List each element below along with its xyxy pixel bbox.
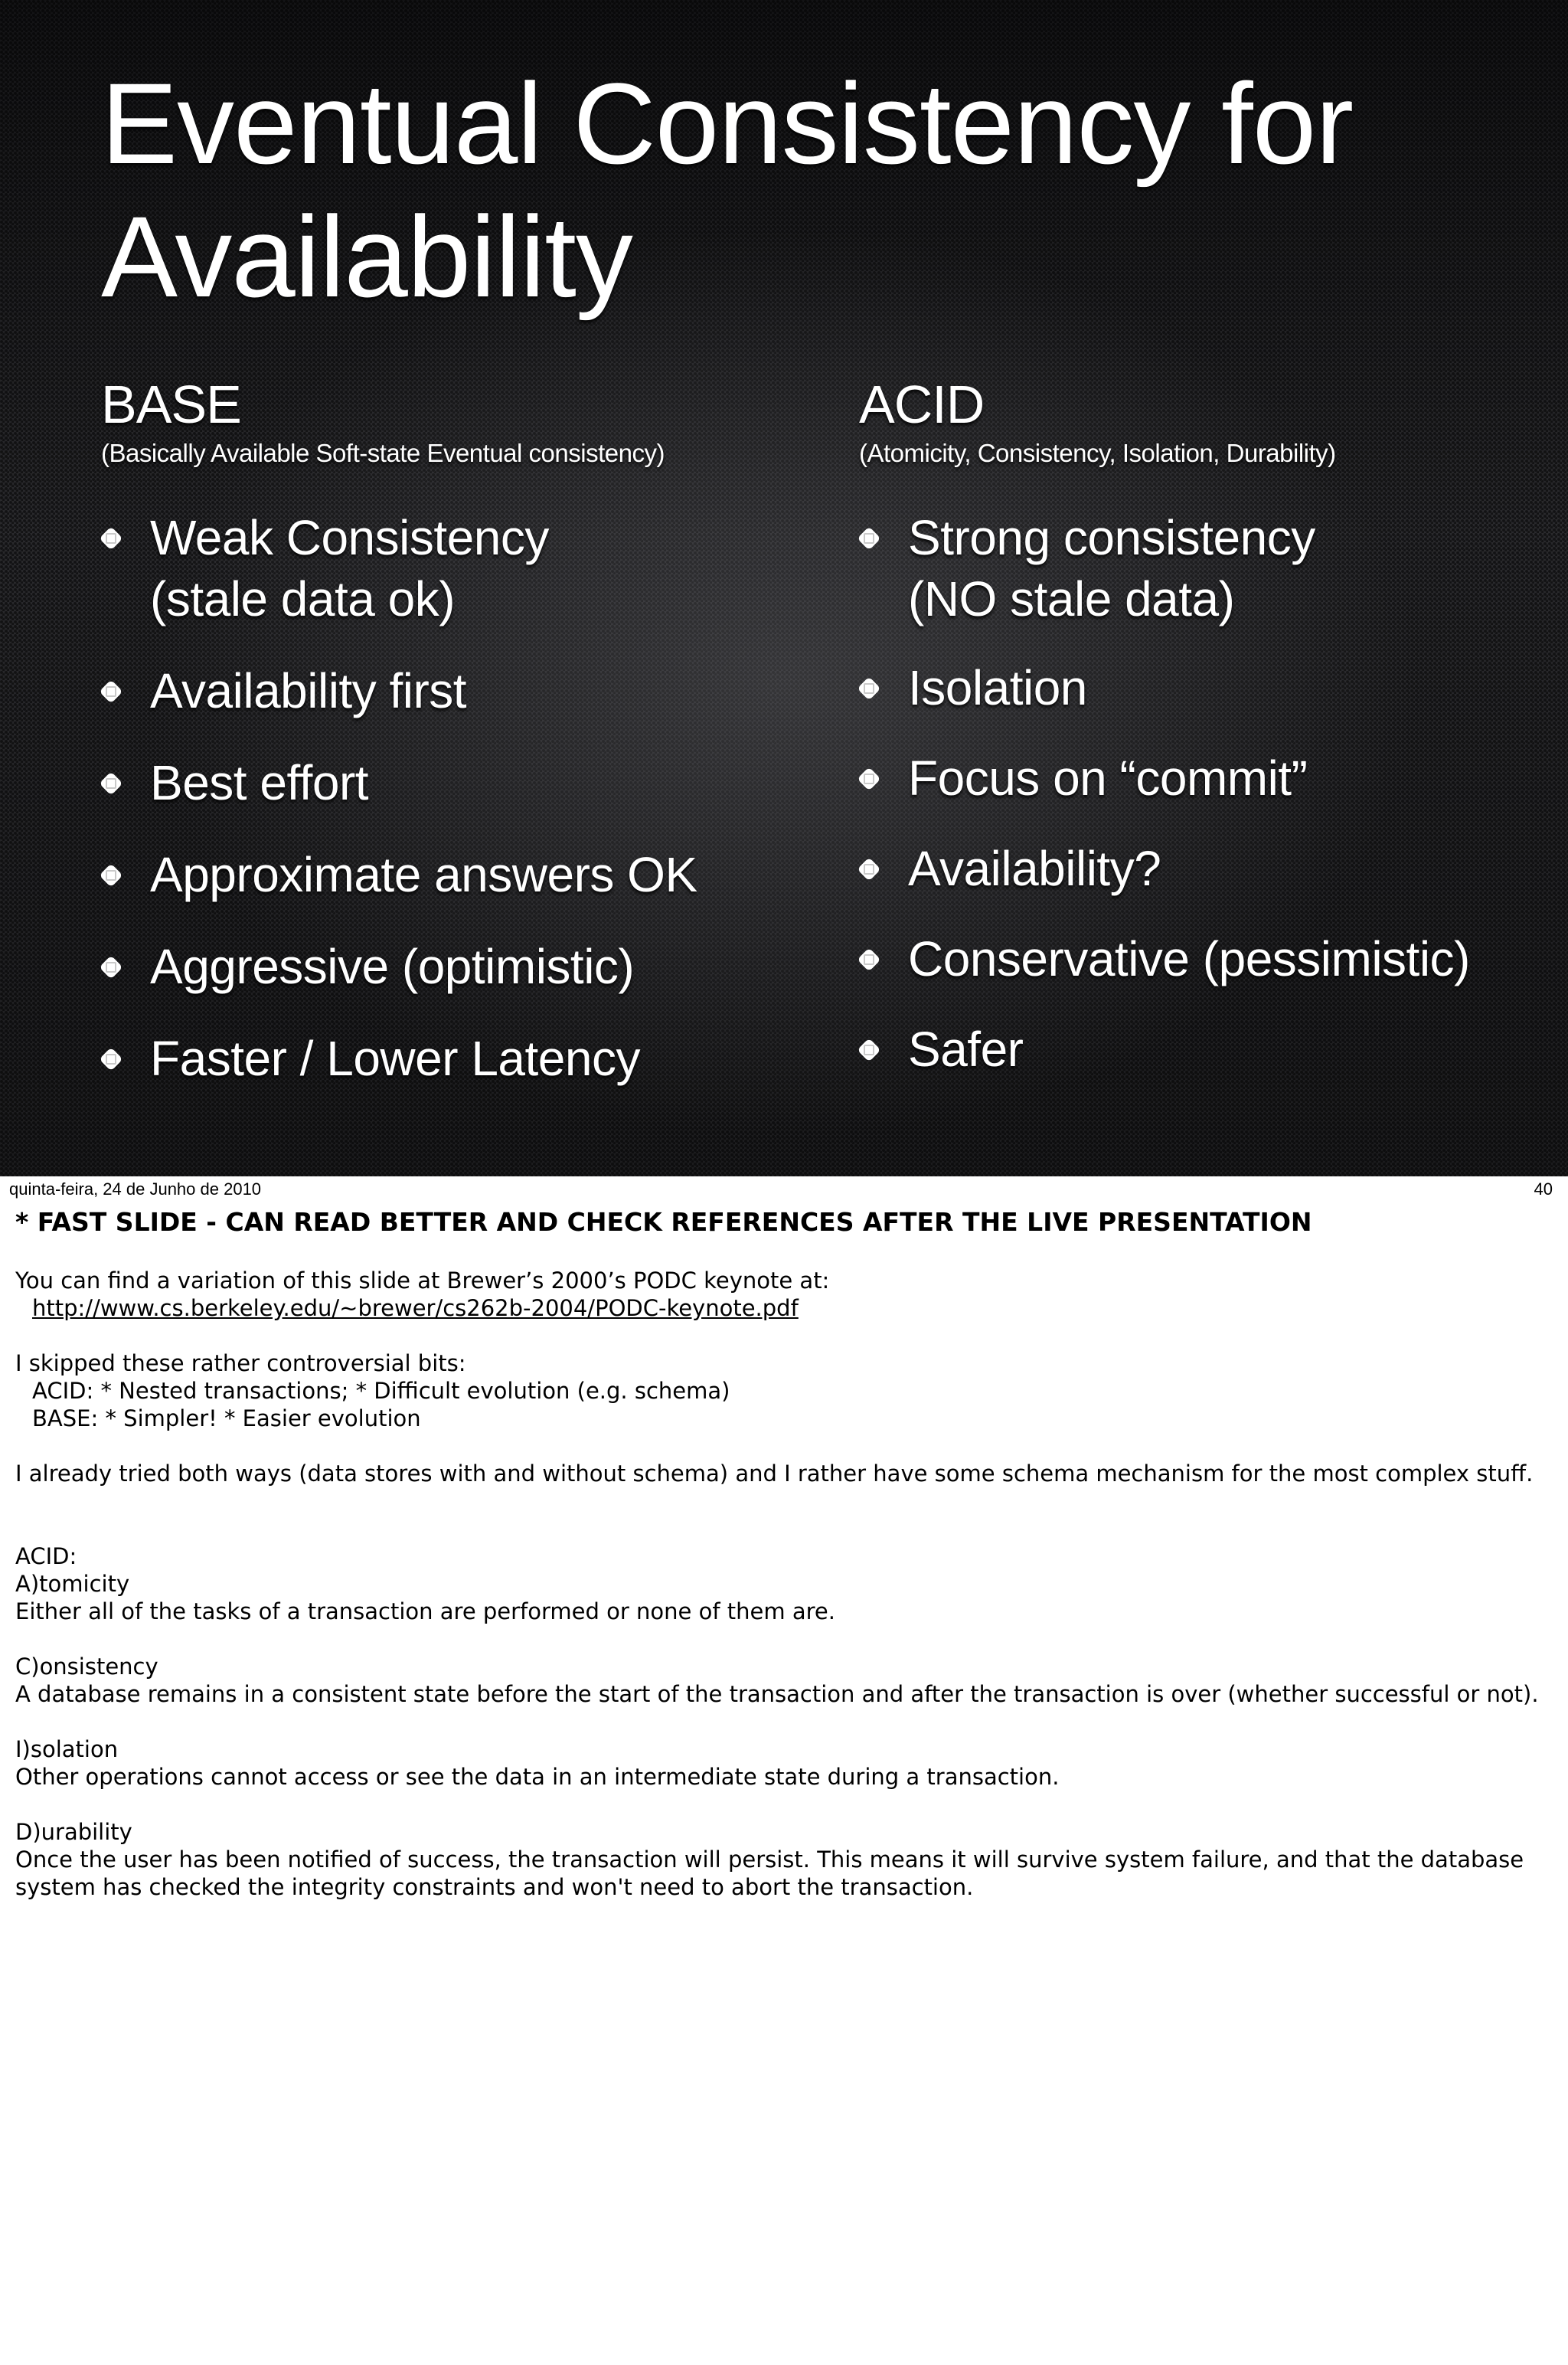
acid-bullet-text: Focus on “commit” — [908, 751, 1308, 806]
acid-bullet — [859, 838, 1470, 899]
base-bullet — [101, 936, 697, 997]
acid-bullet — [859, 1019, 1470, 1080]
bullet-icon — [101, 865, 121, 885]
base-bullet-text: Faster / Lower Latency — [150, 1031, 640, 1086]
atomicity-text: Either all of the tasks of a transaction are performed or none of them are. — [15, 1598, 835, 1624]
skipped-acid: ACID: * Nested transactions; * Difficult evolution (e.g. schema) — [32, 1378, 730, 1404]
opinion-text: I already tried both ways (data stores with and without schema) and I rather have some schema mechanism for the most complex stuff. — [15, 1461, 1534, 1487]
base-bullet — [101, 752, 697, 813]
slide-title — [101, 57, 1353, 323]
durability-label: D)urability — [15, 1819, 132, 1845]
acid-bullet-text: Conservative (pessimistic) — [908, 931, 1470, 986]
bullet-icon — [859, 859, 879, 879]
page-number: 40 — [1534, 1179, 1553, 1199]
spacer — [15, 1239, 1554, 1267]
slide — [0, 0, 1568, 1176]
spacer — [15, 1625, 1554, 1653]
base-bullet-text: Aggressive (optimistic) — [150, 939, 635, 994]
bullet-icon — [859, 679, 879, 698]
bullet-icon — [101, 682, 121, 702]
acid-bullet-list — [859, 507, 1470, 1080]
base-bullet-text: Availability first — [150, 663, 467, 718]
durability-text: Once the user has been notified of success, the transaction will persist. This means it will survive system failure, and that the database system has checked the integrity constraints and won't need to abort the transaction. — [15, 1847, 1531, 1900]
isolation-text: Other operations cannot access or see the data in an intermediate state during a transaction. — [15, 1764, 1060, 1790]
acid-bullet-text: (NO stale data) — [908, 571, 1235, 626]
spacer — [15, 1791, 1554, 1818]
base-bullet — [101, 844, 697, 905]
bullet-icon — [859, 769, 879, 789]
spacer — [15, 1432, 1554, 1460]
skipped-intro: I skipped these rather controversial bits: — [15, 1350, 466, 1376]
acid-bullet — [859, 747, 1470, 809]
skipped-base: BASE: * Simpler! * Easier evolution — [32, 1405, 421, 1431]
slide-title-line-1: Eventual Consistency for — [101, 59, 1354, 188]
acid-bullet-text: Safer — [908, 1022, 1024, 1077]
base-subheading: (Basically Available Soft-state Eventual consistency) — [101, 439, 665, 467]
spacer — [15, 1487, 1554, 1542]
isolation-label: I)solation — [15, 1736, 119, 1762]
notes-heading: * FAST SLIDE - CAN READ BETTER AND CHECK REFERENCES AFTER THE LIVE PRESENTATION — [15, 1207, 1312, 1237]
bullet-icon — [101, 774, 121, 793]
consistency-text: A database remains in a consistent state before the start of the transaction and after the transaction is over (whether successful or not). — [15, 1681, 1539, 1707]
bullet-icon — [859, 950, 879, 970]
base-bullet-list — [101, 507, 697, 1089]
acid-bullet-text: Availability? — [908, 841, 1161, 896]
spacer — [15, 1708, 1554, 1735]
speaker-notes — [15, 1205, 1554, 1901]
consistency-label: C)onsistency — [15, 1654, 158, 1680]
acid-subheading: (Atomicity, Consistency, Isolation, Durability) — [859, 439, 1336, 467]
base-bullet-text: Weak Consistency — [150, 510, 549, 565]
footer-date: quinta-feira, 24 de Junho de 2010 — [9, 1179, 262, 1199]
base-heading: BASE — [101, 375, 241, 434]
spacer — [15, 1322, 1554, 1349]
acid-label: ACID: — [15, 1543, 77, 1569]
bullet-icon — [101, 528, 121, 548]
acid-heading: ACID — [859, 375, 985, 434]
base-bullet-text: Approximate answers OK — [150, 847, 697, 902]
bullet-icon — [859, 1040, 879, 1060]
base-bullet — [101, 1028, 697, 1089]
base-bullet — [101, 660, 697, 721]
bullet-icon — [859, 528, 879, 548]
bullet-icon — [101, 1049, 121, 1069]
acid-bullet-text: Isolation — [908, 660, 1087, 715]
acid-bullet — [859, 928, 1470, 990]
acid-bullet — [859, 657, 1470, 718]
acid-bullet — [859, 507, 1470, 630]
reference-intro: You can find a variation of this slide at Brewer’s 2000’s PODC keynote at: — [15, 1268, 830, 1294]
slide-title-line-2: Availability — [101, 192, 632, 321]
acid-bullet-text: Strong consistency — [908, 510, 1315, 565]
reference-link[interactable]: http://www.cs.berkeley.edu/~brewer/cs262b-2004/PODC-keynote.pdf — [32, 1295, 799, 1321]
base-bullet-text: (stale data ok) — [150, 571, 456, 626]
bullet-icon — [101, 957, 121, 977]
atomicity-label: A)tomicity — [15, 1571, 130, 1597]
base-bullet — [101, 507, 697, 630]
base-bullet-text: Best effort — [150, 755, 369, 810]
